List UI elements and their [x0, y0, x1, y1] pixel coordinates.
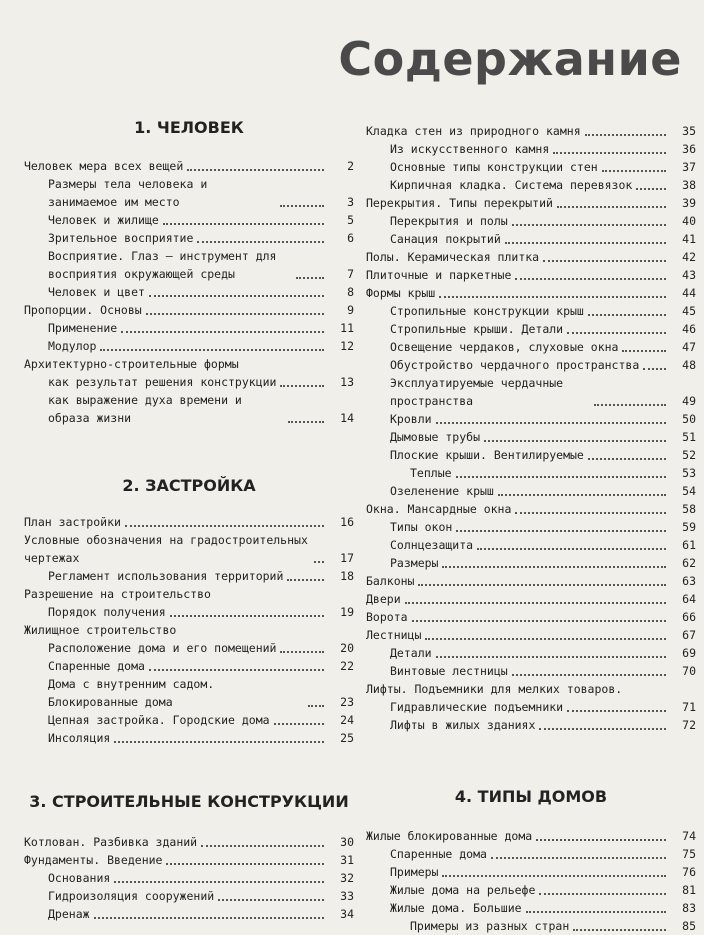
dot-leader — [125, 525, 324, 527]
page-number: 23 — [340, 695, 354, 709]
toc-entry[interactable] — [366, 626, 696, 644]
page-number: 58 — [682, 502, 696, 516]
entry-text: Применение — [48, 321, 118, 335]
toc-entry[interactable] — [24, 851, 354, 869]
page-number: 7 — [347, 267, 354, 281]
page-number: 46 — [682, 322, 696, 336]
dot-leader — [557, 206, 666, 208]
page-number: 25 — [340, 731, 354, 745]
toc-entry[interactable] — [24, 319, 354, 337]
page-number: 62 — [682, 556, 696, 570]
entry-text: Винтовые лестницы — [390, 664, 508, 678]
entry-text: Жилые блокированные дома — [366, 829, 533, 843]
dot-leader — [287, 579, 324, 581]
entry-text: Балконы — [366, 574, 415, 588]
dot-leader — [149, 295, 324, 297]
dot-leader — [442, 566, 666, 568]
entry-text: Стропильные крыши. Детали — [390, 322, 564, 336]
entry-text: Дымовые трубы — [390, 430, 481, 444]
toc-entry[interactable] — [24, 657, 354, 675]
page-number: 34 — [340, 907, 354, 921]
page-number: 36 — [682, 142, 696, 156]
toc-entry[interactable] — [366, 230, 696, 248]
entry-text: Котлован. Разбивка зданий — [24, 835, 198, 849]
entry-text: Дома с внутренним садом. Блокированные дома — [48, 677, 215, 709]
dot-leader — [121, 331, 324, 333]
page-number: 38 — [682, 178, 696, 192]
entry-text: Расположение дома и его помещений — [48, 641, 277, 655]
toc-entry[interactable] — [366, 410, 696, 428]
entry-text: Перекрытия и полы — [390, 214, 508, 228]
toc-entry[interactable] — [366, 608, 696, 626]
dot-leader — [539, 728, 666, 730]
dot-leader — [425, 638, 666, 640]
page-number: 52 — [682, 448, 696, 462]
toc-entry[interactable] — [24, 675, 354, 711]
entry-text: Человек и цвет — [48, 285, 145, 299]
toc-entry[interactable] — [24, 833, 354, 851]
toc-entry[interactable] — [366, 698, 696, 716]
page-number: 75 — [682, 847, 696, 861]
page-number: 47 — [682, 340, 696, 354]
page-number: 14 — [340, 411, 354, 425]
page-number: 61 — [682, 538, 696, 552]
entry-text: Размеры — [390, 556, 439, 570]
page-number: 44 — [682, 286, 696, 300]
toc-entry[interactable] — [366, 212, 696, 230]
entry-text: Кладка стен из природного камня — [366, 124, 581, 138]
page-number: 5 — [347, 213, 354, 227]
entry-text: Размеры тела человека и занимаемое им место — [48, 177, 208, 209]
dot-leader — [588, 458, 666, 460]
toc-entry[interactable] — [366, 122, 696, 140]
page-number: 11 — [340, 321, 354, 335]
page-number: 20 — [340, 641, 354, 655]
entry-text: Кирпичная кладка. Система перевязок — [390, 178, 633, 192]
dot-leader — [536, 839, 666, 841]
page-number: 19 — [340, 605, 354, 619]
toc-entry[interactable] — [24, 603, 354, 621]
dot-leader — [170, 615, 324, 617]
dot-leader — [439, 296, 666, 298]
toc-list-1 — [24, 157, 354, 427]
dot-leader — [491, 857, 666, 859]
dot-leader — [218, 899, 324, 901]
toc-entry[interactable] — [366, 356, 696, 374]
entry-text: Порядок получения — [48, 605, 166, 619]
toc-column-left — [24, 118, 354, 923]
page-number: 83 — [682, 901, 696, 915]
page-number: 31 — [340, 853, 354, 867]
toc-entry[interactable] — [24, 513, 354, 531]
toc-entry[interactable] — [366, 917, 696, 935]
toc-entry[interactable] — [24, 301, 354, 319]
entry-text: как выражение духа времени и образа жизни — [48, 393, 242, 425]
dot-leader — [512, 674, 666, 676]
entry-text: Спаренные дома — [390, 847, 487, 861]
toc-entry[interactable] — [24, 283, 354, 301]
dot-leader — [146, 313, 324, 315]
toc-entry[interactable] — [366, 446, 696, 464]
page-number: 32 — [340, 871, 354, 885]
entry-text: Регламент использования территорий — [48, 569, 284, 583]
dot-leader — [477, 548, 666, 550]
dot-leader — [201, 845, 324, 847]
toc-entry[interactable] — [366, 302, 696, 320]
toc-entry[interactable] — [24, 229, 354, 247]
dot-leader — [418, 584, 666, 586]
entry-text: Из искусственного камня — [390, 142, 550, 156]
toc-group-heading: Архитектурно-строительные формы — [24, 357, 239, 371]
dot-leader — [585, 134, 666, 136]
toc-entry[interactable] — [366, 140, 696, 158]
page-number: 72 — [682, 718, 696, 732]
page-number: 43 — [682, 268, 696, 282]
dot-leader — [314, 561, 324, 563]
dot-leader — [594, 404, 666, 406]
toc-entry[interactable] — [24, 905, 354, 923]
entry-text: Пропорции. Основы — [24, 303, 142, 317]
entry-text: Перекрытия. Типы перекрытий — [366, 196, 553, 210]
toc-list-3-part-1 — [24, 833, 354, 923]
toc-entry[interactable] — [366, 827, 696, 845]
page-number: 18 — [340, 569, 354, 583]
dot-leader — [436, 422, 666, 424]
dot-leader — [505, 242, 666, 244]
entry-text: Плоские крыши. Вентилируемые — [390, 448, 584, 462]
toc-entry[interactable] — [366, 482, 696, 500]
entry-text: Ворота — [366, 610, 408, 624]
toc-entry[interactable] — [24, 729, 354, 747]
toc-group-heading: Разрешение на строительство — [24, 587, 211, 601]
page-number: 2 — [347, 159, 354, 173]
page-number: 33 — [340, 889, 354, 903]
toc-entry[interactable] — [366, 899, 696, 917]
toc-entry[interactable] — [24, 531, 354, 567]
toc-entry[interactable] — [366, 590, 696, 608]
entry-text: Окна. Мансардные окна — [366, 502, 512, 516]
page-number: 50 — [682, 412, 696, 426]
entry-text: Формы крыш — [366, 286, 436, 300]
page-number: 35 — [682, 124, 696, 138]
dot-leader — [553, 152, 666, 154]
toc-entry[interactable] — [24, 211, 354, 229]
toc-entry[interactable] — [24, 175, 354, 211]
toc-entry[interactable] — [24, 869, 354, 887]
entry-text: Зрительное восприятие — [48, 231, 194, 245]
section-title-3: 3. СТРОИТЕЛЬНЫЕ КОНСТРУКЦИИ — [29, 792, 349, 811]
dot-leader — [405, 602, 666, 604]
toc-entry[interactable] — [366, 320, 696, 338]
dot-leader — [484, 440, 666, 442]
toc-entry[interactable] — [366, 845, 696, 863]
page-number: 3 — [347, 195, 354, 209]
entry-text: Условные обозначения на градостроительных чертежах — [24, 533, 308, 565]
entry-text: Примеры из разных стран — [410, 919, 570, 933]
toc-entry[interactable] — [24, 639, 354, 657]
dot-leader — [197, 241, 324, 243]
dot-leader — [543, 260, 666, 262]
dot-leader — [515, 512, 666, 514]
dot-leader — [296, 277, 324, 279]
dot-leader — [163, 223, 324, 225]
page-number: 64 — [682, 592, 696, 606]
toc-entry[interactable] — [366, 266, 696, 284]
entry-text: Освещение чердаков, слуховые окна — [390, 340, 619, 354]
section-title-2: 2. ЗАСТРОЙКА — [122, 476, 256, 495]
dot-leader — [539, 893, 666, 895]
toc-group-heading: Жилищное строительство — [24, 623, 177, 637]
toc-group-heading: Лифты. Подъемники для мелких товаров. — [366, 682, 623, 696]
dot-leader — [280, 385, 324, 387]
entry-text: Типы окон — [390, 520, 453, 534]
dot-leader — [94, 917, 324, 919]
page-number: 76 — [682, 865, 696, 879]
entry-text: Двери — [366, 592, 401, 606]
entry-text: Санация покрытий — [390, 232, 501, 246]
dot-leader — [567, 710, 666, 712]
toc-entry[interactable] — [24, 157, 354, 175]
toc-list-4 — [366, 827, 696, 935]
entry-text: Дренаж — [48, 907, 90, 921]
page-number: 13 — [340, 375, 354, 389]
dot-leader — [456, 530, 666, 532]
toc-entry[interactable] — [24, 887, 354, 905]
dot-leader — [456, 476, 666, 478]
toc-entry[interactable] — [366, 500, 696, 518]
entry-text: Солнцезащита — [390, 538, 474, 552]
toc-entry[interactable] — [24, 247, 354, 283]
entry-text: Лифты в жилых зданиях — [390, 718, 536, 732]
entry-text: Детали — [390, 646, 432, 660]
toc-entry[interactable] — [366, 248, 696, 266]
entry-text: Восприятие. Глаз – инструмент для восприятия окружающей среды — [48, 249, 277, 281]
dot-leader — [567, 332, 666, 334]
page-number: 54 — [682, 484, 696, 498]
entry-text: Цепная застройка. Городские дома — [48, 713, 270, 727]
dot-leader — [526, 911, 666, 913]
toc-entry[interactable] — [24, 373, 354, 391]
entry-text: Гидравлические подъемники — [390, 700, 564, 714]
toc-entry[interactable] — [24, 337, 354, 355]
entry-text: Модулор — [48, 339, 97, 353]
page-number: 81 — [682, 883, 696, 897]
dot-leader — [308, 705, 324, 707]
dot-leader — [166, 863, 324, 865]
section-title-4: 4. ТИПЫ ДОМОВ — [454, 787, 608, 806]
toc-list-2 — [24, 513, 354, 747]
toc-entry[interactable] — [366, 863, 696, 881]
toc-entry[interactable] — [366, 662, 696, 680]
entry-text: Стропильные конструкции крыш — [390, 304, 584, 318]
entry-text: Жилые дома на рельефе — [390, 883, 536, 897]
entry-text: Обустройство чердачного пространства — [390, 358, 640, 372]
page-number: 66 — [682, 610, 696, 624]
toc-entry[interactable] — [366, 644, 696, 662]
entry-text: План застройки — [24, 515, 121, 529]
entry-text: Человек и жилище — [48, 213, 159, 227]
page-number: 59 — [682, 520, 696, 534]
dot-leader — [636, 188, 666, 190]
page-number: 48 — [682, 358, 696, 372]
dot-leader — [100, 349, 324, 351]
entry-text: Жилые дома. Большие — [390, 901, 522, 915]
toc-entry[interactable] — [366, 284, 696, 302]
entry-text: как результат решения конструкции — [48, 375, 277, 389]
toc-entry[interactable] — [366, 518, 696, 536]
dot-leader — [149, 669, 324, 671]
toc-entry[interactable] — [366, 428, 696, 446]
page-number: 24 — [340, 713, 354, 727]
dot-leader — [114, 881, 324, 883]
dot-leader — [280, 651, 324, 653]
page-number: 17 — [340, 551, 354, 565]
page-number: 41 — [682, 232, 696, 246]
page-number: 74 — [682, 829, 696, 843]
dot-leader — [622, 350, 666, 352]
dot-leader — [512, 224, 666, 226]
toc-entry[interactable] — [24, 391, 354, 427]
toc-entry[interactable] — [366, 536, 696, 554]
entry-text: Основные типы конструкции стен — [390, 160, 598, 174]
section-title-1: 1. ЧЕЛОВЕК — [134, 118, 244, 137]
page-number: 45 — [682, 304, 696, 318]
dot-leader — [643, 368, 666, 370]
dot-leader — [187, 169, 324, 171]
page-number: 39 — [682, 196, 696, 210]
page-number: 30 — [340, 835, 354, 849]
page-number: 63 — [682, 574, 696, 588]
toc-entry[interactable] — [24, 567, 354, 585]
entry-text: Эксплуатируемые чердачные пространства — [390, 376, 564, 408]
dot-leader — [573, 929, 666, 931]
page-number: 9 — [347, 303, 354, 317]
page-number: 40 — [682, 214, 696, 228]
toc-entry[interactable] — [366, 572, 696, 590]
toc-entry[interactable] — [366, 716, 696, 734]
page-title: Содержание — [338, 32, 682, 86]
toc-entry[interactable] — [366, 464, 696, 482]
toc-entry[interactable] — [366, 176, 696, 194]
page-number: 37 — [682, 160, 696, 174]
toc-entry[interactable] — [366, 881, 696, 899]
page-number: 49 — [682, 394, 696, 408]
toc-entry[interactable] — [24, 711, 354, 729]
toc-entry[interactable] — [366, 554, 696, 572]
dot-leader — [588, 314, 666, 316]
page-number: 16 — [340, 515, 354, 529]
dot-leader — [602, 170, 666, 172]
page-number: 70 — [682, 664, 696, 678]
page-number: 85 — [682, 919, 696, 933]
dot-leader — [515, 278, 666, 280]
entry-text: Лестницы — [366, 628, 422, 642]
toc-entry[interactable] — [366, 338, 696, 356]
page-number: 71 — [682, 700, 696, 714]
toc-column-right — [366, 122, 696, 935]
toc-entry[interactable] — [366, 374, 696, 410]
page-number: 8 — [347, 285, 354, 299]
toc-list-3-part-2 — [366, 122, 696, 734]
dot-leader — [280, 205, 324, 207]
page-number: 53 — [682, 466, 696, 480]
dot-leader — [436, 656, 666, 658]
entry-text: Полы. Керамическая плитка — [366, 250, 540, 264]
page-number: 51 — [682, 430, 696, 444]
entry-text: Кровли — [390, 412, 432, 426]
entry-text: Теплые — [410, 466, 452, 480]
toc-entry[interactable] — [366, 194, 696, 212]
entry-text: Основания — [48, 871, 111, 885]
page-number: 42 — [682, 250, 696, 264]
entry-text: Озеленение крыш — [390, 484, 494, 498]
page-number: 6 — [347, 231, 354, 245]
dot-leader — [274, 723, 324, 725]
dot-leader — [288, 421, 324, 423]
entry-text: Примеры — [390, 865, 439, 879]
dot-leader — [498, 494, 666, 496]
toc-entry[interactable] — [366, 158, 696, 176]
entry-text: Спаренные дома — [48, 659, 145, 673]
entry-text: Плиточные и паркетные — [366, 268, 512, 282]
page-number: 69 — [682, 646, 696, 660]
entry-text: Человек мера всех вещей — [24, 159, 184, 173]
entry-text: Инсоляция — [48, 731, 111, 745]
dot-leader — [412, 620, 666, 622]
entry-text: Гидроизоляция сооружений — [48, 889, 215, 903]
dot-leader — [114, 741, 324, 743]
page-number: 67 — [682, 628, 696, 642]
dot-leader — [442, 875, 666, 877]
entry-text: Фундаменты. Введение — [24, 853, 163, 867]
page-number: 22 — [340, 659, 354, 673]
page-number: 12 — [340, 339, 354, 353]
